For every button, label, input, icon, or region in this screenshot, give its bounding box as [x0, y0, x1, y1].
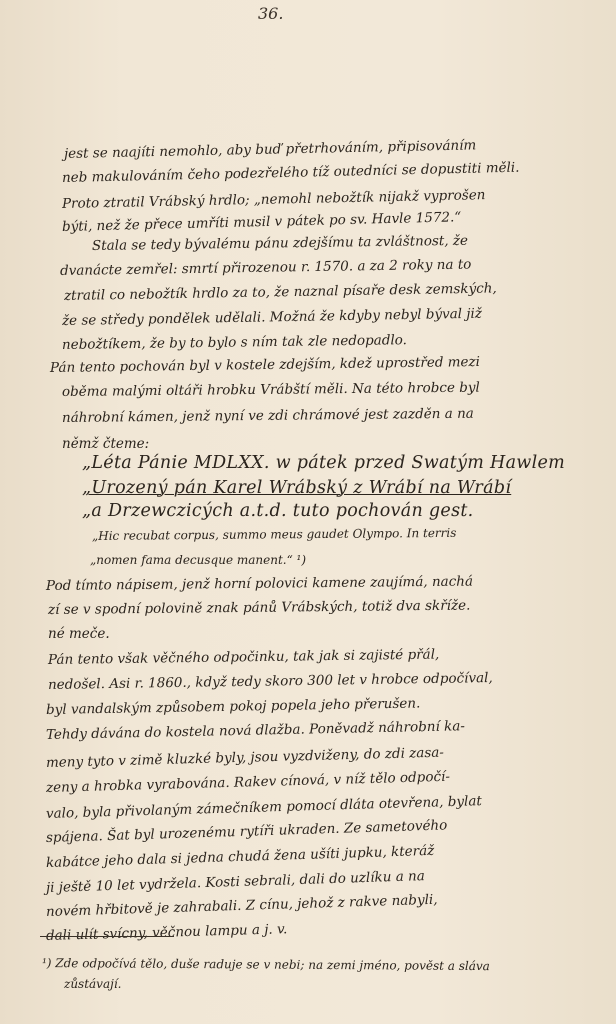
inscription-latin-line: „nomen fama decusque manent.“ ¹): [90, 553, 307, 567]
text-line: náhrobní kámen, jenž nyní ve zdi chrámové jest zazděn a na: [61, 405, 474, 426]
text-line: Pod tímto nápisem, jenž horní polovici kamene zaujímá, nachá: [45, 573, 474, 594]
text-line: kabátce jeho dala si jedna chudá žena ušíti jupku, kteráž: [45, 842, 435, 871]
footnote-divider: [40, 936, 174, 937]
text-line: nebožtíkem, že by to bylo s ním tak zle nedopadlo.: [61, 332, 408, 353]
text-line: byl vandalským způsobem pokoj popela jeho přerušen.: [45, 695, 421, 718]
text-line: nedošel. Asi r. 1860., když tedy skoro 300 let v hrobce odpočíval,: [47, 670, 493, 693]
text-line: spájena. Šat byl urozenému rytíři ukraden. Ze sametového: [45, 817, 448, 846]
footnote-line: ¹) Zde odpočívá tělo, duše raduje se v nebi; na zemi jméno, pověst a sláva: [41, 956, 490, 974]
text-line: Tehdy dávána do kostela nová dlažba. Poněvadž náhrobní ka-: [45, 718, 466, 743]
text-line: valo, byla přivolaným zámečníkem pomocí dláta otevřena, bylat: [45, 793, 483, 822]
footnote-line: zůstávají.: [64, 977, 122, 991]
text-line: Pán tento pochován byl v kostele zdejším, kdež uprostřed mezi: [49, 353, 481, 376]
text-line: dali ulít svícny, věčnou lampu a j. v.: [45, 921, 288, 944]
text-line: dvanácte zemřel: smrtí přirozenou r. 1570. a za 2 roky na to: [59, 256, 472, 279]
inscription-line: „Urozený pán Karel Wrábský z Wrábí na Wrábí: [82, 478, 512, 498]
inscription-line: „Léta Pánie MDLXX. w pátek przed Swatým Hawlem: [82, 453, 566, 473]
text-line: zeny a hrobka vyrabována. Rakev cínová, v níž tělo odpočí-: [45, 768, 451, 796]
text-line: zí se v spodní polovině znak pánů Vrábských, totiž dva skříže.: [47, 597, 471, 618]
text-line: němž čteme:: [62, 436, 150, 452]
text-line: jest se naajíti nemohlo, aby buď přetrhováním, připisováním: [63, 137, 477, 162]
text-line: né meče.: [48, 626, 110, 642]
inscription-line: „a Drzewczicých a.t.d. tuto pochován gest.: [82, 501, 474, 521]
text-line: Stala se tedy bývalému pánu zdejšímu ta zvláštnost, že: [91, 232, 469, 254]
text-line: Proto ztratil Vrábský hrdlo; „nemohl nebožtík nijakž vyprošen: [61, 187, 486, 212]
text-line: oběma malými oltáři hrobku Vrábští měli. Na této hrobce byl: [61, 379, 480, 400]
text-line: ztratil co nebožtík hrdlo za to, že naznal písaře desk zemských,: [63, 280, 497, 304]
text-line: ji ještě 10 let vydržela. Kosti sebrali, dali do uzlíku a na: [45, 868, 426, 896]
text-line: že se středy pondělek udělali. Možná že kdyby nebyl býval již: [61, 305, 483, 329]
text-line: Pán tento však věčného odpočinku, tak jak si zajisté přál,: [47, 646, 440, 668]
text-line: býti, než že přece umříti musil v pátek po sv. Havle 1572.“: [61, 209, 462, 235]
text-line: meny tyto v zimě kluzké byly, jsou vyzdviženy, do zdi zasa-: [45, 744, 445, 771]
text-line: novém hřbitově je zahrabali. Z cínu, jehož z rakve nabyli,: [45, 891, 438, 920]
inscription-latin-line: „Hic recubat corpus, summo meus gaudet Olympo. In terris: [91, 525, 457, 543]
text-line: neb makulováním čeho podezřelého tíž outedníci se dopustiti měli.: [61, 159, 520, 186]
page-number: 36.: [258, 4, 284, 23]
